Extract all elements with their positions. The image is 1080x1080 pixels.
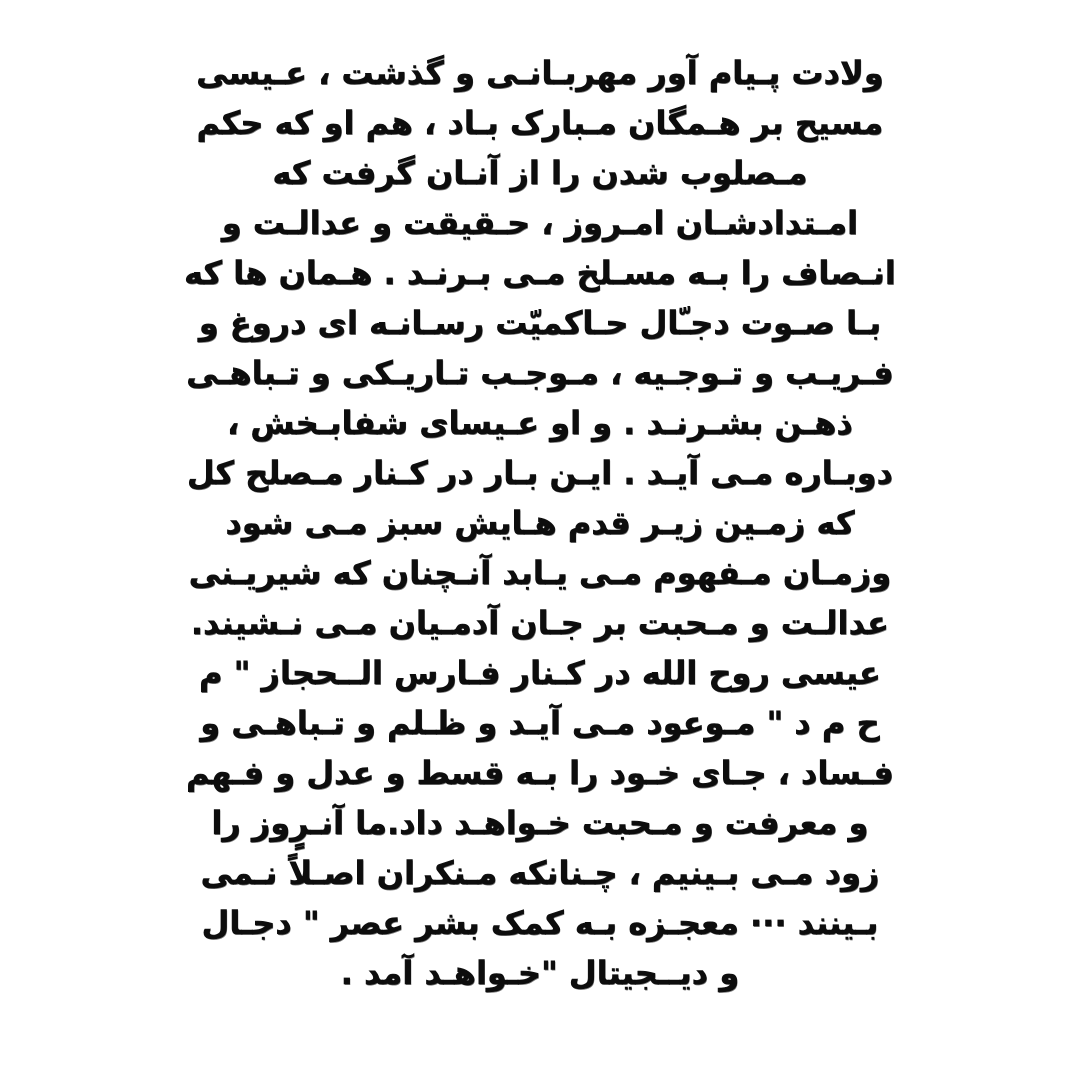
text-line: که زمـین زیـر قدم هـایش سبز مـی شود (225, 504, 855, 542)
text-line: فـساد ، جـای خـود را بـه قسط و عدل و فـهم (186, 754, 894, 792)
text-line: دوبـاره مـی آیـد . ایـن بـار در کـنار مـصلح کل (186, 454, 894, 492)
text-line: ولادت پـیام آور مهربـانـی و گذشت ، عـیسی (196, 54, 884, 92)
text-line: ح م د " مـوعود مـی آیـد و ظـلم و تـباهـی و (200, 704, 880, 742)
text-line: و معرفت و مـحبت خـواهـد داد.ما آنـرٍوز را (211, 804, 869, 842)
text-line: وزمـان مـفهوم مـی یـابد آنـچنان که شیریـنی (188, 554, 892, 592)
text-line: ذهـن بشـرنـد . و او عـیسای شفابـخش ، (227, 404, 853, 442)
text-line: عیسی روح الله در کـنار فـارس الــحجاز " م (199, 654, 881, 692)
text-line: و دیــجیتال "خـواهـد آمد . (340, 954, 740, 992)
text-line: بـا صـوت دجـّال حـاکمیّت رسـانـه ای دروغ و (198, 304, 882, 342)
persian-text-body (70, 48, 1010, 998)
text-line: عدالـت و مـحبت بر جـان آدمـیان مـی نـشیند. (191, 604, 889, 642)
text-line: انـصاف را بـه مسـلخ مـی بـرنـد . هـمان ها که (184, 254, 896, 292)
text-line: زود مـی بـینیم ، چـنانکه مـنکران اصـلاً نـمی (200, 854, 880, 892)
text-line: فـریـب و تـوجـیه ، مـوجـب تـاریـکی و تـباهـی (186, 354, 894, 392)
text-line: بـینند ··· معجـزه بـه کمک بشر عصر " دجـال (201, 904, 879, 942)
text-line: مسیح بر هـمگان مـبارک بـاد ، هم او که حکم (196, 104, 884, 142)
text-line: مـصلوب شدن را از آنـان گرفت که (272, 154, 808, 192)
text-line: امـتدادشـان امـروز ، حـقیقت و عدالـت و (221, 204, 859, 242)
